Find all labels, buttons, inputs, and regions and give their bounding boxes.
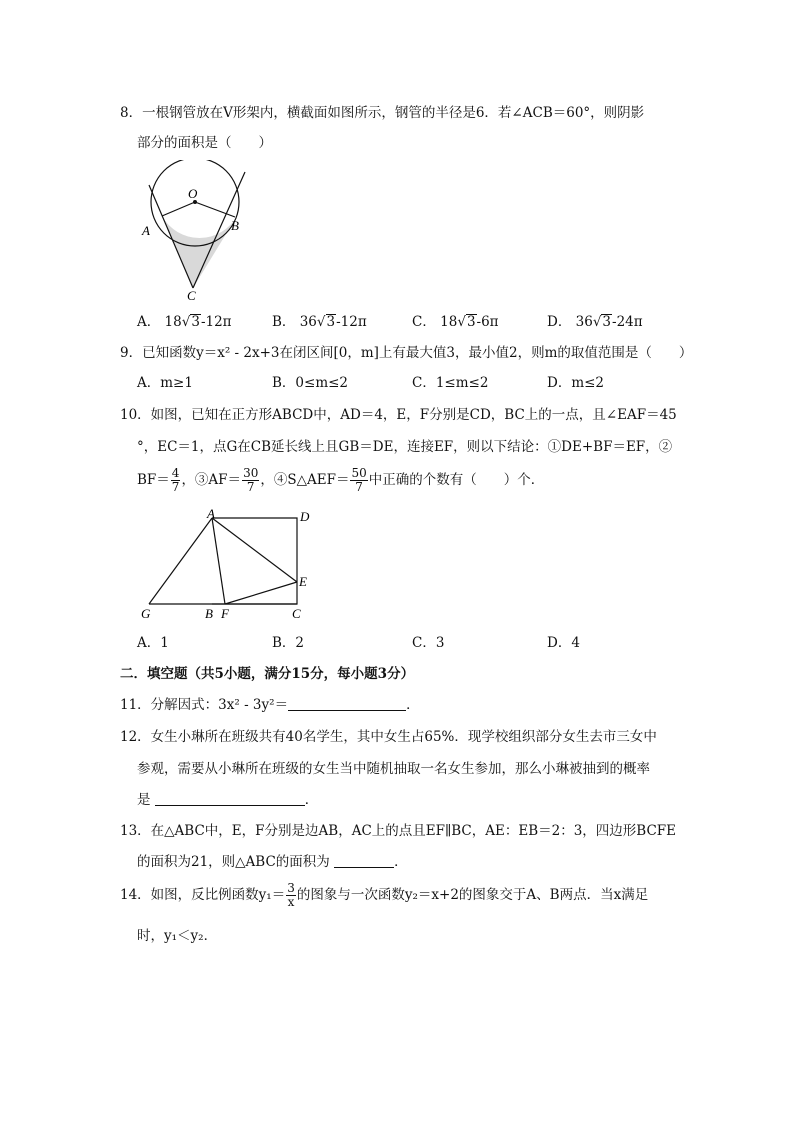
q9-stem: 9．已知函数y＝x² - 2x+3在闭区间[0，m]上有最大值3，最小值2，则m的取值范围是（ ） — [120, 345, 693, 361]
q12-line2: 参观，需要从小琳所在班级的女生当中随机抽取一名女生参加，那么小琳被抽到的概率 — [137, 761, 650, 777]
q10-label-c: C — [292, 606, 301, 621]
q8-option-a[interactable]: A． 18√3-12π — [137, 314, 232, 330]
q8-label-o: O — [188, 186, 198, 201]
q9-option-a[interactable]: A．m≥1 — [137, 375, 193, 391]
q10-fraction-af: $\frac{30}{7}$ — [243, 466, 259, 494]
q10-label-d: D — [300, 509, 310, 524]
q8-label-a: A — [142, 223, 150, 238]
q10-stem-line2: °，EC＝1，点G在CB延长线上且GB＝DE，连接EF，则以下结论：①DE+BF＝EF，② — [137, 439, 673, 455]
q8-stem-line2: 部分的面积是（ ） — [137, 135, 272, 151]
q10-line-ef — [225, 582, 297, 604]
q8-radius-oa — [162, 202, 195, 216]
section-2-heading: 二．填空题（共5小题，满分15分，每小题3分） — [120, 666, 415, 682]
q10-line-ae — [212, 518, 297, 582]
q10-option-d[interactable]: D．4 — [547, 635, 580, 651]
q8-radius-ob — [195, 202, 235, 217]
q11-answer-blank[interactable] — [288, 696, 406, 711]
q10-label-f: F — [221, 606, 229, 621]
q10-label-e: E — [299, 574, 307, 589]
q10-line-ag — [149, 518, 212, 604]
q14-line2: 时，y₁＜y₂． — [137, 928, 218, 944]
q10-label-a: A — [207, 508, 215, 521]
q9-option-c[interactable]: C．1≤m≤2 — [412, 375, 489, 391]
q8-stem-line1: 8．一根钢管放在V形架内，横截面如图所示，钢管的半径是6．若∠ACB＝60°，则阴影 — [120, 105, 645, 121]
q10-stem-line3: BF＝ $\frac{4}{7}$ ，③AF＝ $\frac{30}{7}$ ，④S△AEF＝ $\frac{50}{7}$ 中正确的个数有（ ）个． — [137, 466, 545, 494]
q14-line1: 14．如图，反比例函数y₁＝ $\frac{3}{x}$ 的图象与一次函数y₂＝x+2的图象交于A、B两点．当x满足 — [120, 881, 649, 909]
q10-label-g: G — [141, 606, 151, 621]
q8-label-c: C — [187, 288, 196, 303]
q10-label-b: B — [205, 606, 213, 621]
q10-stem-line1: 10．如图，已知在正方形ABCD中，AD＝4，E，F分别是CD，BC上的一点，且∠EAF＝45 — [120, 407, 677, 423]
q12-answer-blank[interactable] — [155, 791, 305, 806]
q9-option-b[interactable]: B．0≤m≤2 — [272, 375, 349, 391]
q8-label-b: B — [231, 218, 239, 233]
q11-line: 11．分解因式：3x² - 3y²＝ ． — [120, 697, 420, 713]
q10-square — [212, 518, 297, 604]
q9-option-d[interactable]: D．m≤2 — [547, 375, 605, 391]
q8-figure — [135, 160, 265, 305]
q10-line-af — [212, 518, 225, 604]
q13-line2: 的面积为21，则△ABC的面积为 ． — [137, 854, 408, 870]
q8-shaded-region — [162, 216, 237, 288]
q10-option-b[interactable]: B．2 — [272, 635, 305, 651]
q10-fraction-bf: $\frac{4}{7}$ — [171, 466, 180, 494]
q8-option-c[interactable]: C． 18√3-6π — [412, 314, 499, 330]
q10-option-c[interactable]: C．3 — [412, 635, 445, 651]
q12-line1: 12．女生小琳所在班级共有40名学生，其中女生占65%．现学校组织部分女生去市三女中 — [120, 729, 657, 745]
q10-option-a[interactable]: A．1 — [137, 635, 169, 651]
q14-fraction: $\frac{3}{x}$ — [287, 881, 295, 909]
q8-option-d[interactable]: D． 36√3-24π — [547, 314, 643, 330]
q12-line3: 是 ． — [137, 792, 319, 808]
q8-option-b[interactable]: B． 36√3-12π — [272, 314, 367, 330]
q10-figure — [135, 508, 320, 623]
q13-line1: 13．在△ABC中，E，F分别是边AB，AC上的点且EF∥BC，AE：EB＝2：3，四边形BCFE — [120, 823, 677, 839]
q13-answer-blank[interactable] — [334, 853, 394, 868]
q10-fraction-area: $\frac{50}{7}$ — [351, 466, 367, 494]
